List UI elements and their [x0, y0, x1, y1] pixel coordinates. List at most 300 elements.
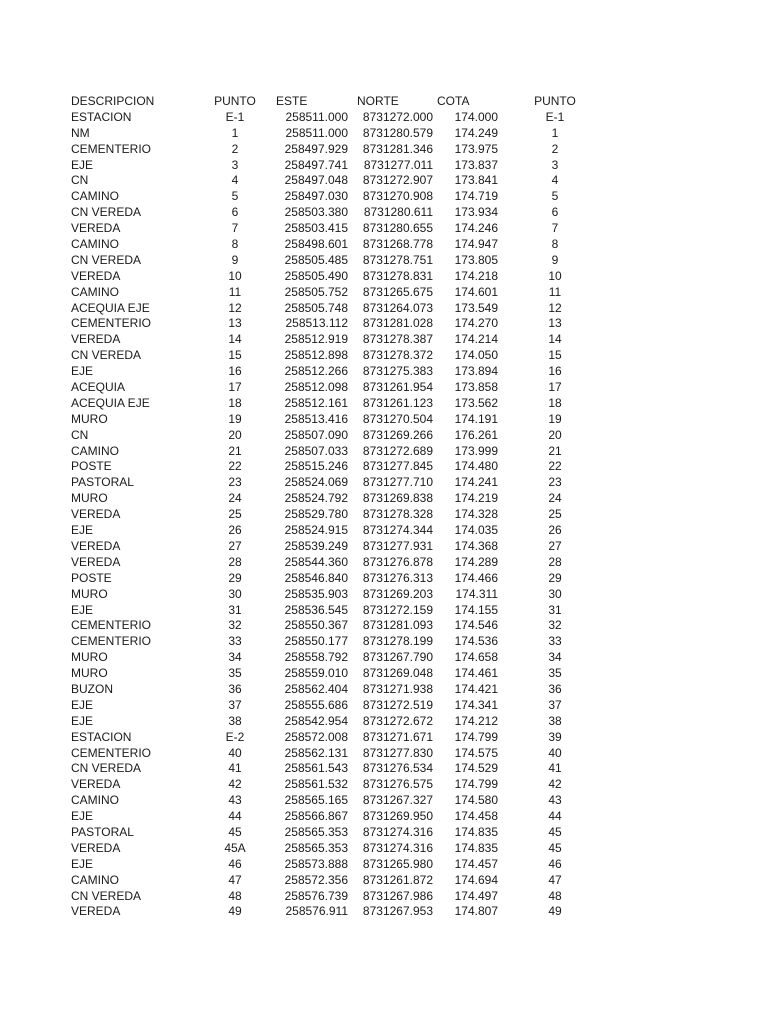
cell-cota: 174.191 — [454, 411, 498, 426]
cell-cota: 174.050 — [454, 348, 498, 363]
cell-cota: 174.368 — [454, 538, 498, 553]
cell-punto-2: 30 — [548, 586, 562, 601]
cell-punto: 28 — [228, 554, 242, 569]
cell-punto-2: 35 — [548, 666, 562, 681]
cell-norte: 8731280.655 — [362, 221, 433, 236]
cell-punto-2: 17 — [548, 380, 562, 395]
cell-descripcion: CN — [71, 427, 89, 442]
cell-punto: 45A — [224, 840, 246, 855]
cell-punto-2: 8 — [551, 237, 559, 252]
cell-este: 258573.888 — [284, 856, 348, 871]
cell-punto-2: 33 — [548, 634, 562, 649]
cell-cota: 174.835 — [454, 840, 498, 855]
cell-punto-2: 13 — [548, 316, 562, 331]
cell-descripcion: NM — [71, 125, 90, 140]
cell-punto: 43 — [228, 793, 242, 808]
table-row — [0, 475, 768, 491]
cell-cota: 173.805 — [454, 252, 498, 267]
cell-cota: 174.214 — [454, 332, 498, 347]
cell-punto: 24 — [228, 491, 242, 506]
cell-este: 258497.929 — [284, 141, 348, 156]
cell-norte: 8731281.346 — [362, 141, 433, 156]
cell-norte: 8731277.830 — [362, 745, 433, 760]
table-row — [0, 587, 768, 603]
cell-norte: 8731278.751 — [362, 252, 433, 267]
cell-cota: 174.421 — [454, 681, 498, 696]
cell-punto: 38 — [228, 713, 242, 728]
cell-este: 258497.030 — [284, 189, 348, 204]
cell-punto: 23 — [228, 475, 242, 490]
cell-descripcion: VEREDA — [71, 332, 121, 347]
cell-descripcion: MURO — [71, 491, 108, 506]
cell-cota: 174.249 — [454, 125, 498, 140]
cell-cota: 174.799 — [454, 729, 498, 744]
cell-cota: 174.835 — [454, 824, 498, 839]
cell-norte: 8731280.579 — [362, 125, 433, 140]
cell-punto-2: 18 — [548, 395, 562, 410]
cell-norte: 8731278.831 — [362, 268, 433, 283]
cell-punto-2: 21 — [548, 443, 562, 458]
cell-punto-2: 9 — [551, 252, 559, 267]
cell-norte: 8731281.028 — [362, 316, 433, 331]
cell-descripcion: MURO — [71, 666, 108, 681]
cell-este: 258558.792 — [284, 650, 348, 665]
cell-descripcion: ESTACION — [71, 109, 132, 124]
table-row — [0, 809, 768, 825]
cell-punto: 12 — [228, 300, 242, 315]
cell-punto: 27 — [228, 538, 242, 553]
table-row — [0, 507, 768, 523]
cell-cota: 174.155 — [454, 602, 498, 617]
cell-norte: 8731269.950 — [362, 809, 433, 824]
cell-cota: 173.841 — [454, 173, 498, 188]
cell-norte: 8731272.519 — [362, 697, 433, 712]
cell-punto-2: 2 — [551, 141, 559, 156]
cell-este: 258503.415 — [284, 221, 348, 236]
cell-punto: 45 — [228, 824, 242, 839]
cell-cota: 174.480 — [454, 459, 498, 474]
table-row — [0, 428, 768, 444]
cell-descripcion: ESTACION — [71, 729, 132, 744]
cell-punto-2: 5 — [551, 189, 559, 204]
cell-este: 258507.090 — [284, 427, 348, 442]
cell-descripcion: CN VEREDA — [71, 888, 142, 903]
cell-punto-2: 24 — [548, 491, 562, 506]
cell-punto: 17 — [228, 380, 242, 395]
cell-norte: 8731269.203 — [362, 586, 433, 601]
table-row — [0, 491, 768, 507]
cell-descripcion: POSTE — [71, 570, 112, 585]
table-row — [0, 189, 768, 205]
table-row — [0, 746, 768, 762]
cell-cota: 174.458 — [454, 809, 498, 824]
cell-punto: 8 — [231, 237, 239, 252]
cell-norte: 8731275.383 — [362, 364, 433, 379]
cell-descripcion: CAMINO — [71, 443, 119, 458]
cell-punto-2: 36 — [548, 681, 562, 696]
cell-norte: 8731274.316 — [362, 824, 433, 839]
cell-este: 258572.356 — [284, 872, 348, 887]
cell-este: 258576.739 — [284, 888, 348, 903]
cell-este: 258505.485 — [284, 252, 348, 267]
cell-cota: 173.858 — [454, 380, 498, 395]
cell-cota: 174.289 — [454, 554, 498, 569]
cell-norte: 8731278.199 — [362, 634, 433, 649]
cell-cota: 174.328 — [454, 507, 498, 522]
cell-cota: 174.000 — [454, 109, 498, 124]
cell-punto: 46 — [228, 856, 242, 871]
cell-descripcion: CN VEREDA — [71, 252, 142, 267]
cell-punto-2: 7 — [551, 221, 559, 236]
table-row — [0, 237, 768, 253]
cell-norte: 8731277.011 — [363, 157, 433, 172]
cell-descripcion: VEREDA — [71, 777, 121, 792]
cell-punto-2: E-1 — [545, 109, 565, 124]
cell-punto-2: 22 — [548, 459, 562, 474]
cell-descripcion: MURO — [71, 650, 108, 665]
cell-punto: 31 — [228, 602, 242, 617]
cell-norte: 8731261.872 — [362, 872, 433, 887]
table-row — [0, 634, 768, 650]
table-row — [0, 348, 768, 364]
cell-norte: 8731276.575 — [362, 777, 433, 792]
cell-cota: 173.837 — [454, 157, 498, 172]
cell-este: 258505.752 — [284, 284, 348, 299]
cell-cota: 174.546 — [454, 618, 498, 633]
cell-punto-2: 19 — [548, 411, 562, 426]
cell-punto-2: 39 — [548, 729, 562, 744]
cell-cota: 174.241 — [454, 475, 498, 490]
cell-punto: 49 — [228, 904, 242, 919]
table-row — [0, 666, 768, 682]
cell-punto-2: 32 — [548, 618, 562, 633]
cell-norte: 8731267.790 — [362, 650, 433, 665]
cell-punto: 33 — [228, 634, 242, 649]
table-row — [0, 269, 768, 285]
cell-norte: 8731261.954 — [362, 380, 433, 395]
table-row — [0, 714, 768, 730]
cell-este: 258542.954 — [284, 713, 348, 728]
cell-punto: 22 — [228, 459, 242, 474]
cell-cota: 173.975 — [454, 141, 498, 156]
table-row — [0, 301, 768, 317]
cell-punto: 10 — [228, 268, 242, 283]
cell-descripcion: EJE — [71, 602, 94, 617]
cell-cota: 174.694 — [454, 872, 498, 887]
cell-punto: 21 — [228, 443, 242, 458]
cell-punto-2: 34 — [548, 650, 562, 665]
cell-este: 258497.048 — [284, 173, 348, 188]
table-row — [0, 253, 768, 269]
cell-norte: 8731268.778 — [362, 237, 433, 252]
cell-punto: 42 — [228, 777, 242, 792]
table-row — [0, 332, 768, 348]
cell-norte: 8731277.710 — [362, 475, 433, 490]
table-row — [0, 603, 768, 619]
cell-punto-2: 37 — [548, 697, 562, 712]
cell-cota: 174.311 — [455, 586, 498, 601]
table-row — [0, 110, 768, 126]
cell-cota: 174.580 — [454, 793, 498, 808]
cell-punto-2: 48 — [548, 888, 562, 903]
cell-descripcion: CN VEREDA — [71, 348, 142, 363]
cell-punto-2: 31 — [548, 602, 562, 617]
cell-punto-2: 16 — [548, 364, 562, 379]
cell-norte: 8731272.000 — [362, 109, 433, 124]
cell-este: 258512.161 — [284, 395, 348, 410]
cell-norte: 8731272.672 — [362, 713, 433, 728]
table-row — [0, 698, 768, 714]
cell-descripcion: PASTORAL — [71, 824, 134, 839]
cell-norte: 8731278.372 — [362, 348, 433, 363]
cell-descripcion: CN VEREDA — [71, 205, 142, 220]
cell-descripcion: EJE — [71, 364, 94, 379]
cell-cota: 174.466 — [454, 570, 498, 585]
cell-punto: 44 — [228, 809, 242, 824]
cell-este: 258555.686 — [284, 697, 348, 712]
cell-norte: 8731276.313 — [362, 570, 433, 585]
cell-norte: 8731270.504 — [362, 411, 433, 426]
cell-punto-2: 6 — [551, 205, 559, 220]
cell-cota: 174.575 — [454, 745, 498, 760]
table-row — [0, 142, 768, 158]
table-row — [0, 793, 768, 809]
cell-norte: 8731265.980 — [362, 856, 433, 871]
table-row — [0, 777, 768, 793]
cell-norte: 8731277.845 — [362, 459, 433, 474]
cell-descripcion: ACEQUIA — [71, 380, 126, 395]
cell-cota: 173.562 — [454, 395, 498, 410]
cell-descripcion: VEREDA — [71, 538, 121, 553]
cell-punto-2: 12 — [548, 300, 562, 315]
cell-cota: 174.461 — [454, 666, 498, 681]
cell-descripcion: EJE — [71, 523, 94, 538]
table-row — [0, 523, 768, 539]
cell-punto-2: 45 — [548, 840, 562, 855]
table-row — [0, 730, 768, 746]
table-row — [0, 205, 768, 221]
cell-norte: 8731281.093 — [362, 618, 433, 633]
cell-punto-2: 26 — [548, 523, 562, 538]
cell-este: 258536.545 — [284, 602, 348, 617]
table-row — [0, 316, 768, 332]
cell-descripcion: CAMINO — [71, 284, 119, 299]
cell-punto-2: 41 — [548, 761, 562, 776]
cell-punto-2: 14 — [548, 332, 562, 347]
cell-este: 258561.532 — [284, 777, 348, 792]
cell-punto: 13 — [228, 316, 242, 331]
cell-descripcion: CAMINO — [71, 237, 119, 252]
table-row — [0, 761, 768, 777]
cell-descripcion: ACEQUIA EJE — [71, 395, 150, 410]
cell-punto: 19 — [228, 411, 242, 426]
cell-punto-2: 4 — [551, 173, 559, 188]
cell-este: 258513.112 — [285, 316, 348, 331]
cell-descripcion: CAMINO — [71, 793, 119, 808]
cell-este: 258562.404 — [284, 681, 348, 696]
cell-punto: 4 — [231, 173, 239, 188]
cell-punto: 29 — [228, 570, 242, 585]
cell-cota: 174.807 — [454, 904, 498, 919]
cell-este: 258507.033 — [284, 443, 348, 458]
cell-este: 258512.898 — [284, 348, 348, 363]
cell-descripcion: CEMENTERIO — [71, 316, 152, 331]
cell-este: 258544.360 — [284, 554, 348, 569]
cell-punto: 15 — [228, 348, 242, 363]
cell-punto-2: 42 — [548, 777, 562, 792]
cell-descripcion: BUZON — [71, 681, 113, 696]
cell-punto: 36 — [228, 681, 242, 696]
cell-este: 258539.249 — [284, 538, 348, 553]
cell-punto: E-1 — [225, 109, 245, 124]
cell-norte: 8731274.344 — [362, 523, 433, 538]
cell-cota: 173.894 — [454, 364, 498, 379]
table-row — [0, 173, 768, 189]
cell-punto: 25 — [228, 507, 242, 522]
cell-este: 258546.840 — [284, 570, 348, 585]
cell-descripcion: EJE — [71, 809, 94, 824]
cell-punto: 37 — [228, 697, 242, 712]
cell-este: 258505.748 — [284, 300, 348, 315]
cell-norte: 8731267.953 — [362, 904, 433, 919]
cell-punto-2: 44 — [548, 809, 562, 824]
cell-cota: 174.947 — [454, 237, 498, 252]
table-row — [0, 158, 768, 174]
cell-descripcion: VEREDA — [71, 507, 121, 522]
table-row — [0, 444, 768, 460]
table-row — [0, 539, 768, 555]
cell-cota: 174.219 — [454, 491, 498, 506]
cell-punto: E-2 — [225, 729, 245, 744]
header-cota: COTA — [437, 94, 470, 108]
cell-punto: 6 — [231, 205, 239, 220]
cell-punto: 16 — [228, 364, 242, 379]
cell-cota: 174.719 — [454, 189, 498, 204]
table-row — [0, 650, 768, 666]
cell-descripcion: EJE — [71, 157, 94, 172]
cell-punto: 35 — [228, 666, 242, 681]
cell-norte: 8731272.689 — [362, 443, 433, 458]
table-row — [0, 857, 768, 873]
cell-descripcion: CAMINO — [71, 872, 119, 887]
cell-descripcion: MURO — [71, 411, 108, 426]
cell-punto-2: 28 — [548, 554, 562, 569]
cell-norte: 8731274.316 — [362, 840, 433, 855]
cell-norte: 8731276.878 — [362, 554, 433, 569]
cell-norte: 8731276.534 — [362, 761, 433, 776]
header-descripcion: DESCRIPCION — [71, 94, 155, 108]
cell-este: 258524.792 — [284, 491, 348, 506]
cell-norte: 8731264.073 — [362, 300, 433, 315]
table-row — [0, 825, 768, 841]
cell-norte: 8731269.048 — [362, 666, 433, 681]
cell-este: 258565.165 — [284, 793, 348, 808]
cell-este: 258524.915 — [284, 523, 348, 538]
cell-punto: 26 — [228, 523, 242, 538]
table-row — [0, 364, 768, 380]
cell-descripcion: PASTORAL — [71, 475, 134, 490]
cell-cota: 174.270 — [454, 316, 498, 331]
cell-punto-2: 1 — [551, 125, 559, 140]
cell-punto: 48 — [228, 888, 242, 903]
table-row — [0, 841, 768, 857]
cell-descripcion: ACEQUIA EJE — [71, 300, 150, 315]
cell-punto-2: 15 — [548, 348, 562, 363]
cell-descripcion: VEREDA — [71, 554, 121, 569]
cell-norte: 8731261.123 — [362, 395, 433, 410]
cell-este: 258529.780 — [284, 507, 348, 522]
cell-este: 258565.353 — [284, 824, 348, 839]
cell-norte: 8731278.328 — [362, 507, 433, 522]
cell-punto-2: 40 — [548, 745, 562, 760]
cell-este: 258497.741 — [284, 157, 348, 172]
cell-norte: 8731271.671 — [362, 729, 433, 744]
cell-punto: 7 — [231, 221, 239, 236]
cell-punto: 1 — [231, 125, 239, 140]
cell-este: 258565.353 — [284, 840, 348, 855]
table-body — [0, 110, 768, 920]
cell-norte: 8731278.387 — [362, 332, 433, 347]
cell-este: 258572.008 — [284, 729, 348, 744]
cell-punto: 9 — [231, 252, 239, 267]
table-row — [0, 459, 768, 475]
cell-punto: 32 — [228, 618, 242, 633]
cell-punto-2: 20 — [548, 427, 562, 442]
table-row — [0, 618, 768, 634]
cell-norte: 8731271.938 — [362, 681, 433, 696]
cell-descripcion: CEMENTERIO — [71, 745, 152, 760]
cell-punto-2: 10 — [548, 268, 562, 283]
cell-descripcion: CEMENTERIO — [71, 141, 152, 156]
cell-punto-2: 11 — [548, 284, 562, 299]
cell-cota: 174.497 — [454, 888, 498, 903]
table-row — [0, 889, 768, 905]
header-norte: NORTE — [357, 94, 399, 108]
cell-cota: 173.934 — [454, 205, 498, 220]
cell-punto-2: 43 — [548, 793, 562, 808]
cell-este: 258512.098 — [284, 380, 348, 395]
cell-este: 258511.000 — [285, 109, 348, 124]
cell-cota: 174.035 — [454, 523, 498, 538]
survey-points-table — [0, 94, 768, 920]
cell-este: 258561.543 — [284, 761, 348, 776]
cell-cota: 173.999 — [454, 443, 498, 458]
cell-descripcion: EJE — [71, 697, 94, 712]
cell-este: 258515.246 — [284, 459, 348, 474]
cell-cota: 174.658 — [454, 650, 498, 665]
cell-descripcion: EJE — [71, 856, 94, 871]
cell-descripcion: CEMENTERIO — [71, 618, 152, 633]
cell-este: 258503.380 — [284, 205, 348, 220]
cell-este: 258559.010 — [284, 666, 348, 681]
cell-norte: 8731280.611 — [363, 205, 433, 220]
cell-descripcion: VEREDA — [71, 840, 121, 855]
cell-cota: 173.549 — [454, 300, 498, 315]
cell-cota: 174.212 — [454, 713, 498, 728]
cell-punto: 40 — [228, 745, 242, 760]
cell-descripcion: VEREDA — [71, 904, 121, 919]
cell-norte: 8731269.266 — [362, 427, 433, 442]
cell-punto: 20 — [228, 427, 242, 442]
cell-descripcion: CEMENTERIO — [71, 634, 152, 649]
cell-este: 258505.490 — [284, 268, 348, 283]
cell-punto-2: 47 — [548, 872, 562, 887]
cell-norte: 8731277.931 — [362, 538, 433, 553]
cell-punto: 47 — [228, 872, 242, 887]
cell-punto-2: 46 — [548, 856, 562, 871]
table-row — [0, 396, 768, 412]
cell-punto-2: 23 — [548, 475, 562, 490]
